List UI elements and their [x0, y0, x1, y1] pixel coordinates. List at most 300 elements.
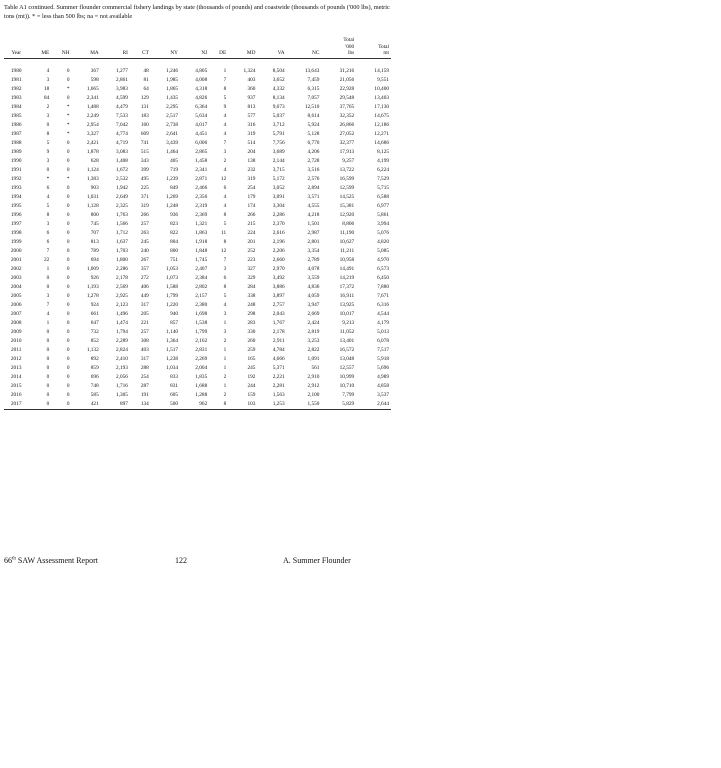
cell-de: 2 [223, 157, 227, 164]
cell-nh: 0 [66, 229, 70, 236]
cell-ny: 831 [170, 382, 179, 389]
cell-ri: 1,637 [116, 238, 128, 245]
cell-year: 1995 [10, 202, 22, 209]
cell-ma: 813 [90, 238, 99, 245]
cell-ri: 4,774 [116, 130, 128, 137]
cell-ri: 1,566 [116, 220, 128, 227]
cell-year: 1986 [10, 121, 22, 128]
cell-ri: 2,532 [116, 175, 128, 182]
table-row [4, 121, 391, 130]
cell-nh: * [66, 121, 70, 128]
cell-nh: 0 [66, 382, 70, 389]
cell-de: 9 [223, 103, 227, 110]
table-row [4, 202, 391, 211]
cell-ct: 288 [140, 364, 149, 371]
cell-nh: 0 [66, 211, 70, 218]
cell-ny: 1,140 [166, 328, 179, 335]
table-row [4, 328, 391, 337]
cell-ma: 2,421 [86, 139, 99, 146]
cell-nh: 0 [66, 67, 70, 74]
cell-nh: * [66, 112, 70, 119]
cell-nh: 0 [66, 292, 70, 299]
cell-va: 2,221 [272, 373, 285, 380]
cell-total_mt: 4,989 [377, 373, 389, 380]
cell-nj: 1,698 [195, 310, 208, 317]
cell-nh: 0 [66, 220, 70, 227]
cell-nc: 2,987 [307, 229, 320, 236]
cell-me: 6 [46, 229, 50, 236]
cell-total_lbs: 13,048 [339, 355, 355, 362]
cell-nc: 5,128 [307, 130, 320, 137]
cell-ri: 2,056 [116, 373, 128, 380]
cell-ma: 2,249 [86, 112, 99, 119]
cell-ct: 406 [140, 283, 149, 290]
cell-me: 0 [46, 283, 50, 290]
cell-ct: 257 [140, 220, 149, 227]
cell-ri: 1,763 [116, 211, 128, 218]
cell-va: 3,897 [272, 292, 285, 299]
cell-va: 2,206 [272, 247, 285, 254]
cell-nc: 2,789 [307, 256, 320, 263]
cell-me: 2 [46, 103, 50, 110]
cell-total_mt: 7,529 [377, 175, 389, 182]
cell-total_lbs: 13,722 [339, 166, 355, 173]
cell-md: 403 [247, 76, 256, 83]
cell-year: 2003 [10, 274, 22, 281]
cell-ri: 1,408 [116, 157, 128, 164]
cell-va: 8,504 [272, 67, 285, 74]
cell-de: 3 [223, 310, 227, 317]
cell-nh: 0 [66, 328, 70, 335]
cell-total_lbs: 11,052 [339, 328, 355, 335]
cell-ri: 2,178 [116, 274, 128, 281]
cell-total_lbs: 27,052 [339, 130, 355, 137]
cell-ny: 719 [170, 166, 179, 173]
cell-ma: 859 [90, 364, 99, 371]
table-row [4, 229, 391, 238]
cell-year: 1999 [10, 238, 22, 245]
cell-de: 3 [223, 265, 227, 272]
cell-ny: 1,246 [166, 67, 179, 74]
cell-nj: 2,865 [195, 148, 208, 155]
cell-nj: 2,319 [195, 202, 208, 209]
cell-va: 3,492 [272, 274, 285, 281]
cell-ri: 1,712 [116, 229, 128, 236]
cell-year: 1987 [10, 130, 22, 137]
cell-total_mt: 5,861 [377, 211, 389, 218]
cell-total_lbs: 13,925 [339, 301, 355, 308]
cell-ny: 1,985 [166, 76, 179, 83]
cell-md: 174 [247, 202, 256, 209]
cell-nh: 0 [66, 247, 70, 254]
cell-ct: 191 [140, 391, 149, 398]
table-row [4, 256, 391, 265]
cell-me: 8 [46, 130, 50, 137]
cell-de: 4 [223, 112, 227, 119]
cell-nh: 0 [66, 202, 70, 209]
cell-nj: 2,831 [195, 346, 208, 353]
cell-va: 1,253 [257, 400, 286, 410]
cell-ny: 857 [170, 319, 179, 326]
cell-nj: 6,364 [195, 103, 208, 110]
cell-total_lbs: 12,920 [339, 211, 355, 218]
cell-nj: 1,745 [195, 256, 208, 263]
cell-me: 22 [43, 256, 50, 263]
cell-nh: 0 [66, 355, 70, 362]
cell-va: 2,660 [272, 256, 285, 263]
cell-nh: 0 [66, 373, 70, 380]
column-header-nj: NJ [201, 50, 208, 56]
cell-md: 329 [247, 274, 256, 281]
cell-total_lbs: 9,257 [342, 157, 355, 164]
cell-va: 3,712 [272, 121, 285, 128]
cell-nc: 561 [311, 364, 320, 371]
cell-nc: 3,516 [307, 166, 320, 173]
cell-total_lbs: 10,710 [339, 382, 355, 389]
cell-ny: 2,738 [166, 121, 179, 128]
cell-me: 0 [46, 337, 50, 344]
cell-ny: 1,073 [166, 274, 179, 281]
cell-ri: 2,649 [116, 193, 128, 200]
cell-year: 2011 [11, 346, 22, 353]
cell-nc: 2,822 [307, 346, 320, 353]
cell-total_lbs: 32,377 [339, 139, 355, 146]
cell-md: 319 [247, 175, 256, 182]
cell-ma: 1,488 [86, 103, 99, 110]
column-header-va: VA [277, 50, 285, 56]
cell-ri: 4,719 [116, 139, 128, 146]
cell-de: 4 [223, 166, 227, 173]
cell-ct: 357 [140, 265, 149, 272]
cell-total_mt: 4,544 [377, 310, 389, 317]
cell-ri: 1,716 [116, 382, 128, 389]
cell-nh: 0 [66, 283, 70, 290]
cell-ny: 1,269 [166, 193, 179, 200]
column-header-ma: MA [90, 50, 99, 56]
cell-total_lbs: 10,017 [339, 310, 355, 317]
cell-ma: 628 [90, 157, 99, 164]
cell-ct: 317 [140, 355, 149, 362]
cell-ri: 2,286 [116, 265, 128, 272]
cell-de: 2 [223, 373, 227, 380]
cell-ny: 1,435 [166, 94, 179, 101]
table-row [4, 94, 391, 103]
cell-total_mt: 5,918 [377, 355, 389, 362]
cell-total_mt: 4,970 [377, 256, 389, 263]
cell-ny: 1,364 [166, 337, 179, 344]
cell-year: 2012 [10, 355, 22, 362]
cell-nj: 1,835 [195, 373, 208, 380]
cell-total_mt: 6,224 [377, 166, 389, 173]
cell-md: 244 [247, 382, 256, 389]
cell-ct: 741 [140, 139, 149, 146]
cell-ct: 221 [140, 319, 149, 326]
cell-year: 2007 [10, 310, 22, 317]
cell-ny: 605 [170, 391, 179, 398]
cell-nh: 0 [66, 166, 70, 173]
cell-nh: * [66, 175, 70, 182]
cell-md: 327 [247, 265, 256, 272]
cell-total_mt: 5,085 [377, 247, 389, 254]
cell-total_lbs: 10,999 [339, 373, 355, 380]
cell-total_lbs: 9,213 [342, 319, 355, 326]
cell-total_mt: 17,130 [374, 103, 389, 110]
column-header-total_lbs: Total '000 lbs [343, 37, 355, 56]
cell-nj: 1,863 [195, 229, 208, 236]
cell-total_mt: 14,675 [374, 112, 389, 119]
cell-year: 2006 [10, 301, 22, 308]
table-row [4, 220, 391, 229]
cell-ct: 245 [140, 238, 149, 245]
cell-de: 1 [223, 364, 227, 371]
cell-ct: 267 [140, 256, 149, 263]
cell-me: * [46, 175, 50, 182]
cell-me: 6 [46, 238, 50, 245]
cell-ny: 2,295 [166, 103, 179, 110]
cell-de: 12 [220, 175, 227, 182]
cell-me: 5 [46, 202, 50, 209]
cell-total_lbs: 14,525 [339, 193, 355, 200]
table-row [4, 103, 391, 112]
column-header-ri: RI [122, 50, 128, 56]
cell-total_mt: 7,671 [377, 292, 389, 299]
cell-nh: 0 [51, 400, 71, 410]
cell-ma: 1,665 [86, 85, 99, 92]
cell-nh: 0 [66, 274, 70, 281]
cell-nh: 0 [66, 265, 70, 272]
cell-de: 2 [223, 337, 227, 344]
header-row [4, 34, 391, 58]
cell-total_lbs: 17,913 [339, 148, 355, 155]
cell-md: 937 [247, 94, 256, 101]
cell-year: 1983 [10, 94, 22, 101]
cell-total_mt: 6,316 [377, 301, 389, 308]
cell-de: 4 [223, 121, 227, 128]
cell-md: 204 [247, 148, 256, 155]
cell-nj: 4,008 [195, 76, 208, 83]
cell-total_mt: 12,186 [374, 121, 389, 128]
cell-ct: 81 [143, 76, 149, 83]
cell-nj: 1,538 [195, 319, 208, 326]
cell-md: 223 [247, 256, 256, 263]
cell-de: 8 [223, 283, 227, 290]
cell-me: 9 [46, 148, 50, 155]
table-row [4, 301, 391, 310]
cell-nj: 2,157 [195, 292, 208, 299]
cell-nj: 2,269 [195, 355, 208, 362]
cell-nj: 4,805 [195, 67, 208, 74]
cell-total_lbs: 14,219 [339, 274, 355, 281]
cell-ri: 2,123 [116, 301, 128, 308]
cell-md: 201 [247, 238, 256, 245]
cell-nj: 4,826 [195, 94, 208, 101]
table-row [4, 373, 391, 382]
cell-year: 1997 [10, 220, 22, 227]
cell-de: 8 [209, 400, 228, 410]
cell-me: 0 [46, 364, 50, 371]
cell-total_mt: 6,977 [377, 202, 389, 209]
cell-me: 0 [46, 166, 50, 173]
cell-me: 1 [46, 265, 50, 272]
cell-nc: 4,218 [307, 211, 320, 218]
cell-total_lbs: 11,211 [339, 247, 355, 254]
cell-me: 18 [43, 85, 50, 92]
cell-ma: 789 [90, 247, 99, 254]
cell-total_mt: 14,159 [374, 67, 389, 74]
cell-md: 260 [247, 337, 256, 344]
cell-md: 224 [247, 229, 256, 236]
cell-nc: 1,501 [307, 220, 320, 227]
cell-ct: 371 [140, 193, 149, 200]
cell-nc: 5,924 [307, 121, 320, 128]
table-row [4, 355, 391, 364]
column-header-total_mt: Total mt [378, 43, 389, 56]
cell-de: 6 [223, 274, 227, 281]
table-row [4, 85, 391, 94]
cell-total_mt: 7,880 [377, 283, 389, 290]
cell-nc: 2,100 [307, 391, 320, 398]
cell-de: 6 [223, 184, 227, 191]
cell-year: 1988 [10, 139, 22, 146]
cell-va: 4,784 [272, 346, 285, 353]
table-row [4, 364, 391, 373]
cell-ma: 661 [90, 310, 99, 317]
cell-ri: 7,533 [116, 112, 128, 119]
cell-ct: 129 [140, 94, 149, 101]
cell-nj: 2,341 [195, 166, 208, 173]
cell-nc: 1,091 [307, 355, 320, 362]
cell-nj: 1,799 [195, 328, 208, 335]
cell-va: 2,616 [272, 229, 285, 236]
cell-ct: 131 [140, 103, 149, 110]
cell-md: 283 [247, 319, 256, 326]
cell-nh: 0 [66, 139, 70, 146]
cell-total_mt: 10,400 [374, 85, 389, 92]
table-row [4, 130, 391, 139]
table-row [4, 166, 391, 175]
cell-nc: 13,643 [304, 67, 320, 74]
cell-md: 813 [247, 103, 256, 110]
cell-total_lbs: 17,372 [339, 283, 355, 290]
cell-ny: 822 [170, 229, 179, 236]
column-header-year: Year [11, 50, 22, 56]
cell-nc: 2,894 [307, 184, 320, 191]
cell-md: 138 [247, 157, 256, 164]
cell-nh: * [66, 85, 70, 92]
cell-va: 3,052 [272, 184, 285, 191]
cell-va: 2,970 [272, 265, 285, 272]
cell-total_mt: 5,076 [377, 229, 389, 236]
report-title: 66th SAW Assessment Report [4, 556, 98, 565]
cell-de: 3 [223, 148, 227, 155]
cell-total_lbs: 16,599 [339, 175, 355, 182]
cell-va: 5,037 [272, 112, 285, 119]
cell-va: 7,756 [272, 139, 285, 146]
cell-ma: 732 [90, 328, 99, 335]
cell-nj: 2,162 [195, 337, 208, 344]
cell-me: 4 [46, 193, 50, 200]
column-header-nc: NC [312, 50, 320, 56]
cell-nh: 0 [66, 148, 70, 155]
cell-ma: 1,878 [86, 148, 99, 155]
cell-year: 2015 [10, 382, 22, 389]
table-row [4, 274, 391, 283]
cell-ri: 3,983 [116, 85, 128, 92]
cell-me: 0 [46, 328, 50, 335]
cell-ny: 1,799 [166, 292, 179, 299]
cell-nc: 4,836 [307, 283, 320, 290]
table-header [4, 34, 391, 58]
cell-year: 2002 [10, 265, 22, 272]
cell-nh: 0 [66, 238, 70, 245]
cell-nh: 0 [66, 184, 70, 191]
column-header-me: ME [41, 50, 50, 56]
cell-va: 2,911 [272, 337, 285, 344]
cell-ny: 751 [170, 256, 179, 263]
cell-year: 2014 [10, 373, 22, 380]
cell-de: 5 [223, 292, 227, 299]
cell-total_lbs: 12,557 [339, 364, 355, 371]
cell-ri: 897 [101, 400, 130, 410]
cell-ma: 694 [90, 256, 99, 263]
cell-ct: 319 [140, 202, 149, 209]
cell-de: 1 [223, 382, 227, 389]
cell-year: 1981 [10, 76, 22, 83]
cell-me: 5 [46, 139, 50, 146]
cell-nj: 2,369 [195, 211, 208, 218]
header-spacer [4, 58, 391, 67]
cell-ma: 585 [90, 391, 99, 398]
cell-year: 1991 [10, 166, 22, 173]
cell-va: 4,332 [272, 85, 285, 92]
cell-nc: 6,315 [307, 85, 320, 92]
cell-nh: 0 [66, 193, 70, 200]
cell-ma: 748 [90, 382, 99, 389]
cell-md: 284 [247, 283, 256, 290]
table-row [4, 382, 391, 391]
cell-ma: 892 [90, 355, 99, 362]
cell-nj: 2,871 [195, 175, 208, 182]
cell-va: 4,666 [272, 355, 285, 362]
cell-de: 2 [223, 391, 227, 398]
cell-nh: 0 [66, 337, 70, 344]
cell-nj: 2,356 [195, 193, 208, 200]
table-row [4, 400, 391, 410]
cell-ct: 266 [140, 211, 149, 218]
cell-nc: 7,057 [307, 94, 320, 101]
cell-ma: 1,383 [86, 175, 99, 182]
cell-ri: 2,861 [116, 76, 128, 83]
cell-ct: 308 [140, 337, 149, 344]
cell-va: 3,886 [272, 283, 285, 290]
table-row [4, 319, 391, 328]
cell-ny: 849 [170, 184, 179, 191]
cell-ma: 745 [90, 220, 99, 227]
cell-de: 12 [220, 247, 227, 254]
cell-year: 2004 [10, 283, 22, 290]
cell-ri: 1,800 [116, 256, 128, 263]
cell-year: 2010 [10, 337, 22, 344]
cell-ny: 804 [170, 238, 179, 245]
cell-total_lbs: 11,190 [339, 229, 355, 236]
cell-me: 0 [46, 373, 50, 380]
cell-me: 8 [46, 211, 50, 218]
cell-ct: 64 [143, 85, 149, 92]
cell-nj: 1,288 [195, 391, 208, 398]
cell-year: 2008 [10, 319, 22, 326]
cell-ny: 1,053 [166, 265, 179, 272]
cell-ny: 2,641 [166, 130, 179, 137]
